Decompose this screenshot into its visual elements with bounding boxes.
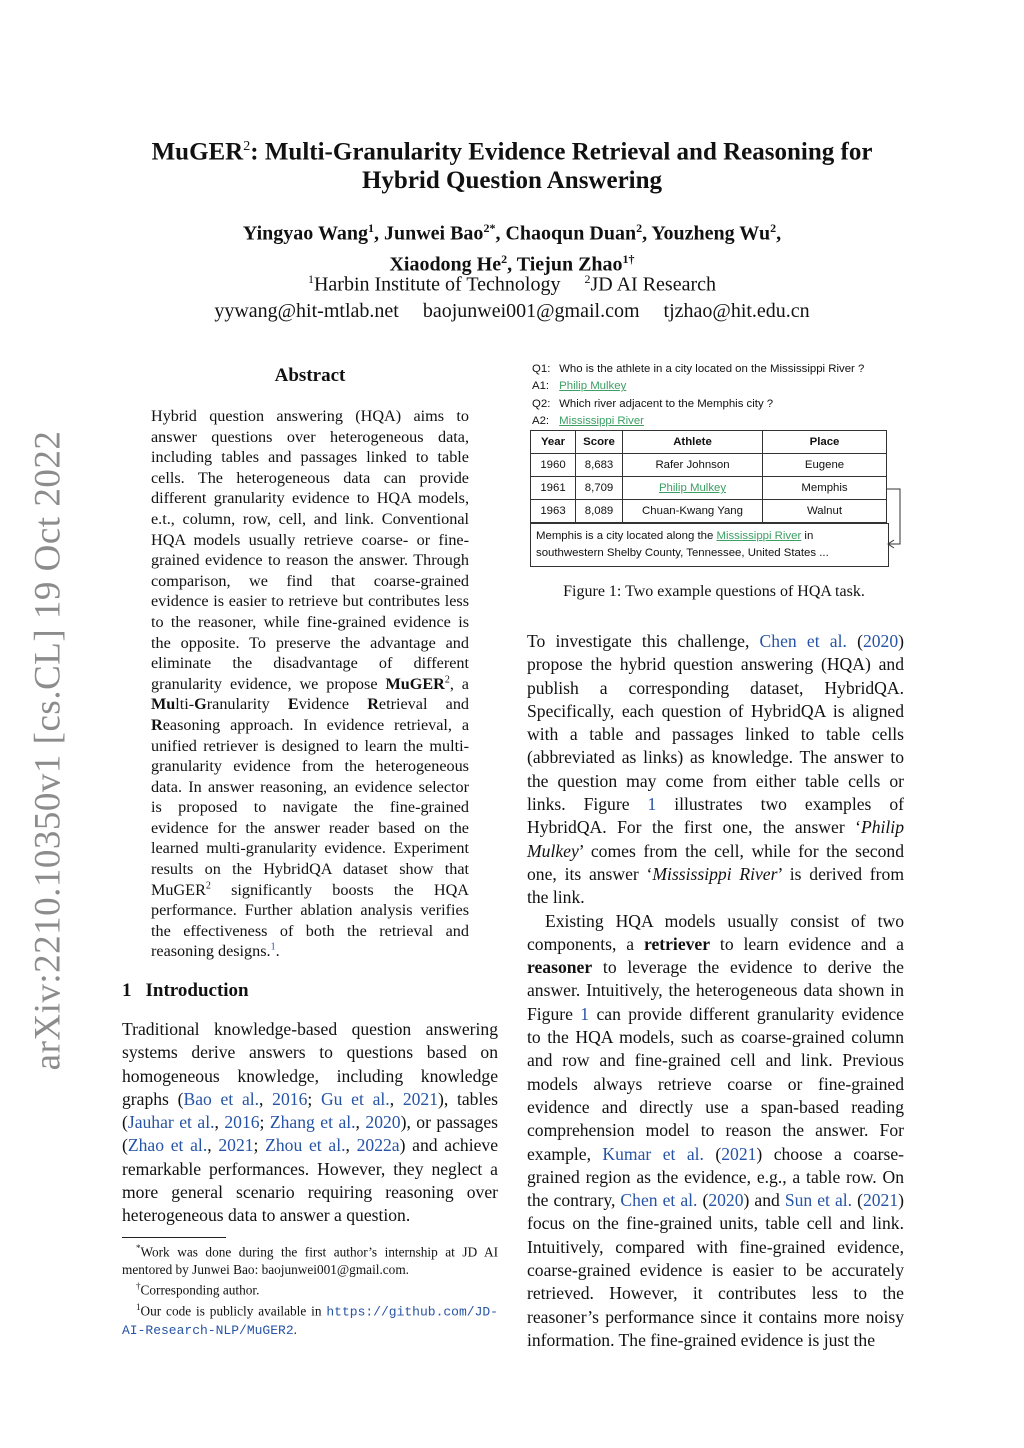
acronym-letter: R	[151, 715, 163, 734]
table-cell: 1961	[531, 477, 576, 500]
author: Xiaodong He	[389, 253, 502, 276]
abstract-part: .	[275, 942, 280, 961]
table-cell: Eugene	[763, 454, 887, 477]
table-row	[531, 454, 887, 477]
section-number: 1	[122, 980, 132, 1001]
email: baojunwei001@gmail.com	[422, 299, 640, 322]
answer-text: Philip Mulkey	[527, 817, 904, 861]
citation-link[interactable]: Zhang et al.	[269, 1112, 356, 1133]
body-text: illustrates two examples of HybridQA. For the first one, the answer ‘	[527, 794, 904, 838]
footnote	[122, 1299, 498, 1339]
figure-questions	[532, 361, 864, 430]
right-column	[527, 630, 904, 1352]
citation-year[interactable]: 2021	[721, 1143, 757, 1164]
author: , Chaoqun Duan	[495, 222, 637, 245]
table-cell-link[interactable]: Philip Mulkey	[623, 477, 763, 500]
passage-link[interactable]: Mississippi River	[716, 530, 802, 542]
abstract-heading: Abstract	[274, 365, 346, 386]
figure-table	[530, 430, 887, 523]
bold-term: reasoner	[527, 957, 593, 978]
abstract-text	[151, 406, 469, 962]
email: yywang@hit-mtlab.net	[214, 299, 399, 322]
footnote-divider	[122, 1237, 226, 1238]
body-text: ’ is derived from the link.	[527, 863, 904, 908]
author: Yingyao Wang	[242, 222, 368, 245]
citation-link[interactable]: Zhou et al.	[265, 1135, 346, 1156]
column-header: Athlete	[623, 431, 763, 454]
footnote	[122, 1240, 498, 1278]
body-text: and	[749, 1190, 785, 1211]
citation-year[interactable]: 2020	[365, 1112, 401, 1133]
paragraph: To investigate this challenge, Chen et al. (2020) propose the hybrid question answering (HQA) and publish a corresponding dataset, HybridQA. Specifically, each question of HybridQA is aligned with a table and passages linked to table cells (abbreviated as links) as knowledge. The answer to the question may come from either table cells or links. Figure 1 illustrates two examples of HybridQA. For the first one, the answer ‘Philip Mulkey’ comes from the cell, while for the second one, its answer ‘Mississippi River’ is derived from the link.	[527, 631, 904, 908]
affiliations	[120, 266, 904, 324]
abstract-part: vidence	[298, 695, 368, 714]
author: , Junwei Bao	[373, 222, 484, 245]
intro-paragraph: Traditional knowledge-based question answering systems derive answers to questions based on homogeneous knowledge, including knowledge graphs (Bao et al., 2016; Gu et al., 2021), tables (Jauhar et al., 2016; Zhang et al., 2020), or passages (Zhao et al., 2021; Zhou et al., 2022a) and achieve remarkable performances. However, they neglect a more general scenario requiring reasoning over heterogeneous data to answer a question.	[122, 1019, 499, 1226]
citation-link[interactable]: Sun et al.	[784, 1190, 853, 1211]
citation-link[interactable]: Zhao et al.	[127, 1135, 208, 1156]
footnote-symbol: *	[136, 1243, 141, 1253]
affil-sup: 1	[307, 272, 314, 286]
citation-year[interactable]: 2020	[862, 631, 899, 651]
body-text: propose the hybrid question answering (HQA) and publish a corresponding dataset, HybridQA. Specifically, each question of HybridQA is aligned with a table and passages linked to table cells (abbreviated as links) as knowledge. The answer to the question may come from either table cells or links. Figure	[527, 654, 904, 815]
author-sup: 1	[367, 221, 374, 235]
figure-ref[interactable]: 1	[580, 1003, 590, 1024]
body-text: To investigate this challenge,	[527, 631, 760, 651]
email: tjzhao@hit.edu.cn	[663, 299, 810, 322]
acronym-letter: E	[287, 695, 299, 714]
author: , Tiejun Zhao	[507, 253, 623, 276]
abstract-part: easoning approach.	[162, 715, 294, 734]
citation-link[interactable]: Chen et al.	[759, 631, 847, 651]
arxiv-stamp	[8, 430, 88, 1070]
answer-text: Mississippi River	[652, 863, 778, 884]
citation-year[interactable]: 2016	[224, 1112, 260, 1133]
citation-link[interactable]: Jauhar et al.	[127, 1112, 215, 1133]
table-row	[531, 477, 887, 500]
table-cell: Memphis	[763, 477, 887, 500]
section-heading	[122, 980, 249, 1002]
title-name: MuGER	[151, 138, 244, 166]
code-url-link[interactable]: https://github.com/JD-AI-Research-NLP/MuGER2	[122, 1304, 498, 1339]
passage-text: Memphis is a city located along the	[536, 530, 717, 542]
section-title: Introduction	[145, 980, 249, 1001]
table-cell: 1963	[531, 500, 576, 523]
title-line2: Hybrid Question Answering	[361, 167, 663, 195]
footnote-text: Work was done during the first author’s internship at JD AI mentored by Junwei Bao: baojunwei001@gmail.com.	[122, 1244, 498, 1277]
arxiv-id: arXiv:2210.10350v1 [cs.CL] 19 Oct 2022	[27, 430, 69, 1070]
abstract-part: Hybrid question answering (HQA) aims to answer questions over heterogeneous data, including tables and passages linked to table cells. The heterogeneous data can provide different granularity evidence to HQA models, e.t., column, row, cell, and link. Conventional HQA models usually retrieve coarse- or fine-grained evidence to reason the answer. Through comparison, we find that coarse-grained evidence is easier to retrieve but contributes less to the reasoner, while fine-grained evidence is the opposite. To preserve the advantage and eliminate the disadvantage of different granularity evidence, we propose	[151, 407, 469, 693]
title-rest: : Multi-Granularity Evidence Retrieval and Reasoning for	[250, 138, 873, 166]
abstract-part: , a	[449, 674, 469, 693]
method-sup: 2	[205, 880, 211, 892]
acronym-letter: R	[367, 695, 379, 714]
body-text: Existing HQA models usually consist of two components, a	[527, 910, 904, 954]
citation-year[interactable]: 2021	[402, 1088, 439, 1109]
table-cell: 8,683	[576, 454, 623, 477]
passage-text: in southwestern Shelby County, Tennessee, United States ...	[536, 530, 829, 559]
author-sep: ,	[776, 222, 782, 245]
citation-link[interactable]: Kumar et al.	[602, 1143, 704, 1164]
q-label: Q2:	[532, 397, 551, 410]
figure-caption: Figure 1: Two example questions of HQA task.	[563, 583, 865, 600]
footnotes	[122, 1240, 498, 1340]
abstract-part: significantly boosts the HQA performance. Further ablation analysis verifies the effectiveness of both the retrieval and reasoning designs.	[151, 880, 469, 961]
table-cell: 8,089	[576, 500, 623, 523]
answer-link[interactable]: Mississippi River	[559, 414, 644, 427]
acronym-letter: Mu	[151, 695, 176, 714]
acronym-letter: G	[194, 695, 207, 714]
body-text: focus on the fine-grained units, table cell and link. Intuitively, compared with fine-grained evidence, coarse-grained evidence is easier to be accurately retrieved. However, it contributes less to the reasoner’s performance since it contains more noisy information. The fine-grained evidence is just the	[527, 1213, 904, 1350]
column-header: Year	[531, 431, 576, 454]
question-text: Which river adjacent to the Memphis city ?	[559, 397, 774, 410]
citation-link[interactable]: Gu et al.	[320, 1088, 390, 1109]
column-header: Score	[576, 431, 623, 454]
footnote	[122, 1278, 498, 1299]
author-sup: 2	[636, 221, 643, 235]
citation-year[interactable]: 2020	[708, 1190, 744, 1211]
figure-passage	[530, 523, 889, 567]
intro-text: ) and achieve remarkable performances. However, they neglect a more general scenario requiring reasoning over heterogeneous data to answer a question.	[122, 1135, 499, 1226]
citation-year[interactable]: 2021	[218, 1135, 254, 1156]
answer-link[interactable]: Philip Mulkey	[559, 380, 627, 393]
intro-text: Traditional knowledge-based question answering systems derive answers to questions based on homogeneous knowledge, including knowledge graphs (	[122, 1019, 498, 1109]
citation-link[interactable]: Chen et al.	[620, 1190, 698, 1211]
body-text: can provide different granularity evidence to the HQA models, such as coarse-grained column and row and fine-grained cell and link. Previous models always retrieve coarse or fine-grained evidence and directly use a span-based reading comprehension model to reason the answer. For example,	[527, 1003, 904, 1164]
citation-year[interactable]: 2016	[272, 1088, 308, 1109]
footnote-text: .	[293, 1322, 297, 1338]
body-text: choose a coarse-grained region as the evidence, e.g., a table row. On the contrary,	[527, 1143, 904, 1211]
q-label: Q1:	[532, 363, 551, 375]
citation-link[interactable]: Bao et al.	[183, 1088, 260, 1109]
author-sup: 1†	[622, 251, 635, 266]
author-sup: 2	[501, 251, 508, 266]
paper-title	[120, 132, 904, 195]
table-row	[531, 500, 887, 523]
a-label: A1:	[532, 380, 550, 393]
method-name: MuGER	[385, 674, 445, 693]
table-header-row	[531, 431, 887, 454]
citation-year[interactable]: 2022a	[356, 1135, 400, 1156]
paragraph: Existing HQA models usually consist of two components, a retriever to learn evidence and a reasoner to leverage the evidence to derive the answer. Intuitively, the heterogeneous data shown in Figure 1 can provide different granularity evidence to the HQA models, such as coarse-grained column and row and fine-grained cell and link. Previous models always retrieve coarse or fine-grained evidence and directly use a span-based reading comprehension model to reason the answer. For example, Kumar et al. (2021) choose a coarse-grained region as the evidence, e.g., a table row. On the contrary, Chen et al. (2020) and Sun et al. (2021) focus on the fine-grained units, table cell and link. Intuitively, compared with fine-grained evidence, coarse-grained evidence is easier to be accurately retrieved. However, it contributes less to the reasoner’s performance since it contains more noisy information. The fine-grained evidence is just the	[527, 910, 904, 1350]
question-text: Who is the athlete in a city located on the Mississippi River ?	[559, 363, 865, 375]
column-header: Place	[763, 431, 887, 454]
footnote-ref[interactable]: 1	[270, 942, 276, 954]
intro-text: ), tables (	[122, 1088, 499, 1133]
abstract-part: In evidence retrieval, a unified retriever is designed to learn the multi-granularity evidence from the heterogeneous data. In answer reasoning, an evidence selector is proposed to navigate the fine-grained evidence for the answer reader based on the learned multi-granularity evidence. Experiment results on the HybridQA dataset show that MuGER	[151, 715, 469, 899]
citation-year[interactable]: 2021	[862, 1190, 899, 1211]
table-cell: 1960	[531, 454, 576, 477]
method-sup: 2	[444, 674, 450, 686]
table-cell: Chuan-Kwang Yang	[623, 500, 763, 523]
intro-text: ), or passages (	[122, 1112, 498, 1156]
author: , Youzheng Wu	[642, 222, 771, 245]
footnote-symbol: †	[136, 1281, 141, 1292]
title-sup: 2	[243, 139, 251, 154]
body-text: ’ comes from the cell, while for the second one, its answer ‘	[527, 840, 904, 884]
table-cell: Walnut	[763, 500, 887, 523]
body-text: to leverage the evidence to derive the answer. Intuitively, the heterogeneous data shown in Figure	[527, 957, 904, 1024]
author-sup: 2	[770, 221, 777, 235]
body-text: to learn evidence and a	[710, 933, 904, 954]
author-sup: 2*	[483, 221, 496, 235]
table-cell: Rafer Johnson	[623, 454, 763, 477]
abstract-part: etrieval and	[378, 695, 470, 714]
figure-ref[interactable]: 1	[647, 794, 657, 815]
table-cell: 8,709	[576, 477, 623, 500]
affil-sup: 2	[584, 272, 591, 286]
footnote-text: Our code is publicly available in	[140, 1303, 327, 1319]
affiliation: JD AI Research	[590, 273, 717, 296]
a-label: A2:	[532, 414, 550, 427]
affiliation: Harbin Institute of Technology	[313, 273, 561, 296]
footnote-text: Corresponding author.	[140, 1282, 260, 1298]
abstract-part: lti-	[175, 695, 195, 714]
abstract-part: ranularity	[206, 695, 270, 714]
footnote-symbol: 1	[136, 1302, 141, 1313]
bold-term: retriever	[643, 933, 711, 954]
